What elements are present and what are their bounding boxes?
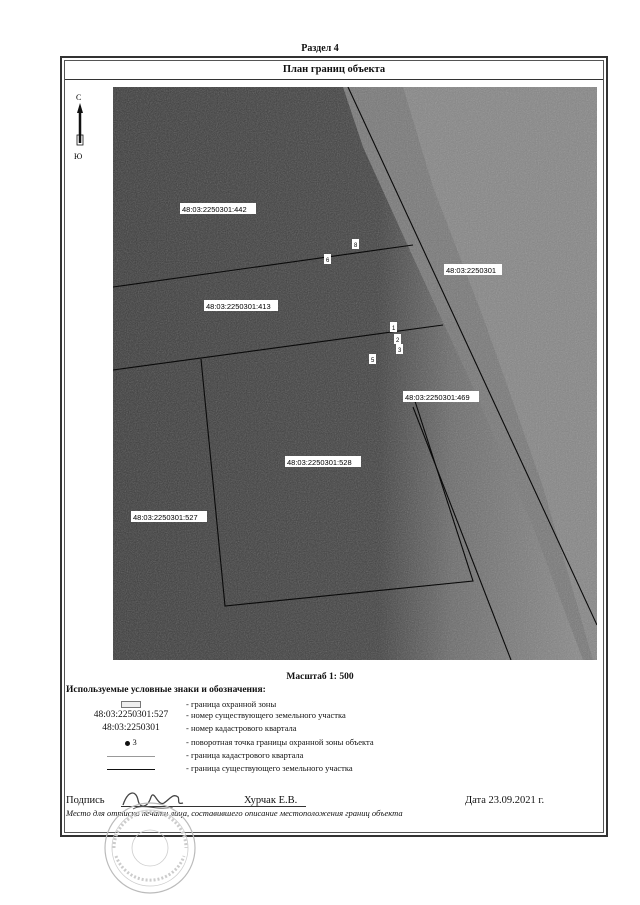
signature-label: Подпись	[66, 795, 105, 806]
legend-item	[66, 710, 606, 722]
legend-text: - граница кадастрового квартала	[186, 750, 304, 760]
signature-date: Дата 23.09.2021 г.	[465, 795, 545, 806]
parcel-label-527: 48:03:2250301:527	[133, 513, 198, 522]
legend-text: - поворотная точка границы охранной зоны объекта	[186, 737, 374, 747]
parcel-label-442: 48:03:2250301:442	[182, 205, 247, 214]
parcel-label-469: 48:03:2250301:469	[405, 393, 470, 402]
legend-text: - номер существующего земельного участка	[186, 710, 346, 720]
legend-title: Используемые условные знаки и обозначения:	[66, 685, 266, 695]
legend-zone-symbol	[121, 701, 141, 708]
legend-parcel-boundary-line	[107, 769, 155, 770]
compass-icon	[70, 91, 90, 163]
legend-item	[66, 763, 606, 775]
stamp-seal	[100, 798, 200, 898]
point-label: 2	[396, 338, 400, 344]
point-label: 3	[398, 348, 402, 354]
compass-south: Ю	[74, 152, 83, 161]
legend-item	[66, 750, 606, 762]
legend-quarter-boundary-line	[107, 756, 155, 757]
point-label: 6	[326, 258, 330, 264]
point-label: 1	[392, 326, 396, 332]
legend-point-number: 3	[132, 737, 137, 747]
legend-item	[66, 723, 606, 735]
parcel-label-528: 48:03:2250301:528	[287, 458, 352, 467]
legend-text: - номер кадастрового квартала	[186, 723, 297, 733]
quarter-label: 48:03:2250301	[446, 266, 497, 275]
aerial-map	[113, 87, 597, 660]
legend-quarter-number-symbol: 48:03:2250301	[102, 723, 160, 733]
compass-north: С	[76, 93, 82, 102]
section-title: Раздел 4	[301, 43, 339, 54]
legend-item	[66, 737, 606, 749]
legend-text: - граница охранной зоны	[186, 699, 277, 709]
legend-point-icon	[125, 741, 130, 746]
point-label: 8	[354, 243, 358, 249]
signer-name: Хурчак Е.В.	[244, 795, 298, 806]
map-scale: Масштаб 1: 500	[286, 672, 354, 682]
plan-title: План границ объекта	[65, 61, 603, 80]
legend-text: - граница существующего земельного участка	[186, 763, 353, 773]
parcel-label-413: 48:03:2250301:413	[206, 302, 271, 311]
point-label: 5	[371, 358, 375, 364]
stamp-note: Место для оттиска печати лица, составившего описание местоположения границ объекта	[66, 808, 403, 818]
legend-parcel-number-symbol: 48:03:2250301:527	[93, 710, 169, 720]
